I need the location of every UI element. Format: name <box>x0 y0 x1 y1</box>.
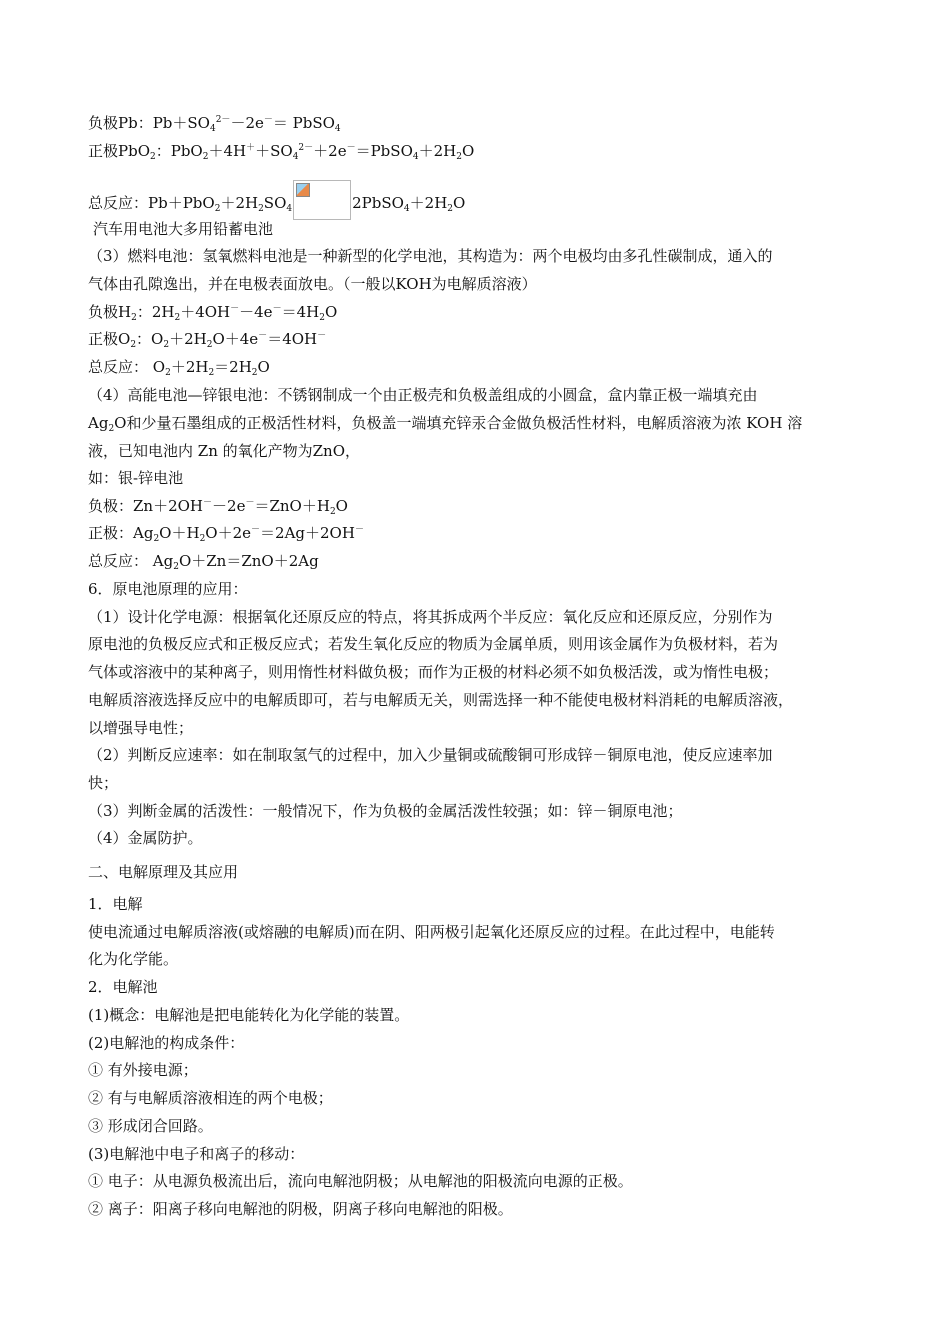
silver-intro-line3: 液，已知电池内 Zn 的氧化产物为ZnO， <box>88 442 361 460</box>
silver-positive-equation: 正极：$Ag_2O+H_2O+2e^-=2Ag+2OH^-$ <box>88 524 364 544</box>
electrolysis-def-line2: 化为化学能。 <box>88 950 179 968</box>
electrolysis-heading: 1．电解 <box>88 895 143 913</box>
app-p2-line1: （2）判断反应速率：如在制取氢气的过程中，加入少量铜或硫酸铜可形成锌－铜原电池，使反应速率加 <box>88 746 773 764</box>
applications-heading: 6．原电池原理的应用： <box>88 580 248 598</box>
pb-positive-equation: 正极PbO$_2$：$PbO_2+4H^++SO_4^{2-}+2e^-=PbSO_4+2H_2O$ <box>88 142 475 162</box>
electrolytic-cell-heading: 2．电解池 <box>88 978 158 996</box>
silver-negative-equation: 负极：$Zn+2OH^--2e^-=ZnO+H_2O$ <box>88 497 348 517</box>
fuel-total-equation: 总反应： $O_2+2H_2=2H_2O$ <box>88 358 270 378</box>
app-p4: （4）金属防护。 <box>88 829 203 847</box>
app-p2-line2: 快； <box>88 774 119 792</box>
electrolysis-def-line1: 使电流通过电解质溶液(或熔融的电解质)而在阴、阳两极引起氧化还原反应的过程。在此过程中，电能转 <box>88 923 775 941</box>
app-p1-line3: 气体或溶液中的某种离子，则用惰性材料做负极；而作为正极的材料必须不如负极活泼，或为惰性电极； <box>88 663 779 681</box>
silver-example: 如：银-锌电池 <box>88 469 184 487</box>
pb-total-equation: 总反应：$Pb+PbO_2+2H_2SO_4$ $2PbSO_4+2H_2O$ <box>88 180 878 220</box>
pb-negative-equation: 负极Pb：$Pb+SO_4^{2-}-2e^-=$ PbSO$_4$ <box>88 114 341 134</box>
cell-condition-1: ① 有外接电源； <box>88 1061 198 1079</box>
cell-concept: (1)概念：电解池是把电能转化为化学能的装置。 <box>88 1006 410 1024</box>
cell-movement-1: ① 电子：从电源负极流出后，流向电解池阴极；从电解池的阳极流向电源的正极。 <box>88 1172 633 1190</box>
fuel-intro-line2: 气体由孔隙逸出，并在电极表面放电。（一般以KOH为电解质溶液） <box>88 275 537 293</box>
cell-movement-2: ② 离子：阳离子移向电解池的阴极，阴离子移向电解池的阳极。 <box>88 1200 513 1218</box>
silver-intro-line1: （4）高能电池—锌银电池：不锈钢制成一个由正极壳和负极盖组成的小圆盒，盒内靠正极一端填充由 <box>88 386 758 404</box>
silver-total-equation: 总反应： $Ag_2O+Zn=ZnO+2Ag$ <box>88 552 319 572</box>
app-p1-line4: 电解质溶液选择反应中的电解质即可，若与电解质无关，则需选择一种不能使电极材料消耗的电解质溶液， <box>88 691 794 709</box>
section-heading: 二、电解原理及其应用 <box>88 863 239 881</box>
cell-conditions-heading: (2)电解池的构成条件： <box>88 1034 245 1052</box>
cell-condition-3: ③ 形成闭合回路。 <box>88 1117 213 1135</box>
cell-movement-heading: (3)电解池中电子和离子的移动： <box>88 1145 305 1163</box>
fuel-negative-equation: 负极$H_2$：$2H_2+4OH^--4e^-=4H_2O$ <box>88 303 338 323</box>
app-p1-line1: （1）设计化学电源：根据氧化还原反应的特点，将其拆成两个半反应：氧化反应和还原反应，分别作为 <box>88 608 773 626</box>
pb-car-note: 汽车用电池大多用铅蓄电池 <box>93 220 274 238</box>
app-p1-line5: 以增强导电性； <box>88 719 194 737</box>
broken-image-icon <box>293 180 351 220</box>
fuel-intro-line1: （3）燃料电池：氢氧燃料电池是一种新型的化学电池，其构造为：两个电极均由多孔性碳制成，通入的 <box>88 247 773 265</box>
silver-intro-line2: $Ag_2O$和少量石墨组成的正极活性材料，负极盖一端填充锌汞合金做负极活性材料，电解质溶液为浓 KOH 溶 <box>88 414 803 434</box>
app-p1-line2: 原电池的负极反应式和正极反应式；若发生氧化反应的物质为金属单质，则用该金属作为负极材料，若为 <box>88 635 779 653</box>
app-p3: （3）判断金属的活泼性：一般情况下，作为负极的金属活泼性较强；如：锌－铜原电池； <box>88 802 683 820</box>
cell-condition-2: ② 有与电解质溶液相连的两个电极； <box>88 1089 333 1107</box>
fuel-positive-equation: 正极$O_2$：$O_2+2H_2O+4e^-=4OH^-$ <box>88 330 327 350</box>
